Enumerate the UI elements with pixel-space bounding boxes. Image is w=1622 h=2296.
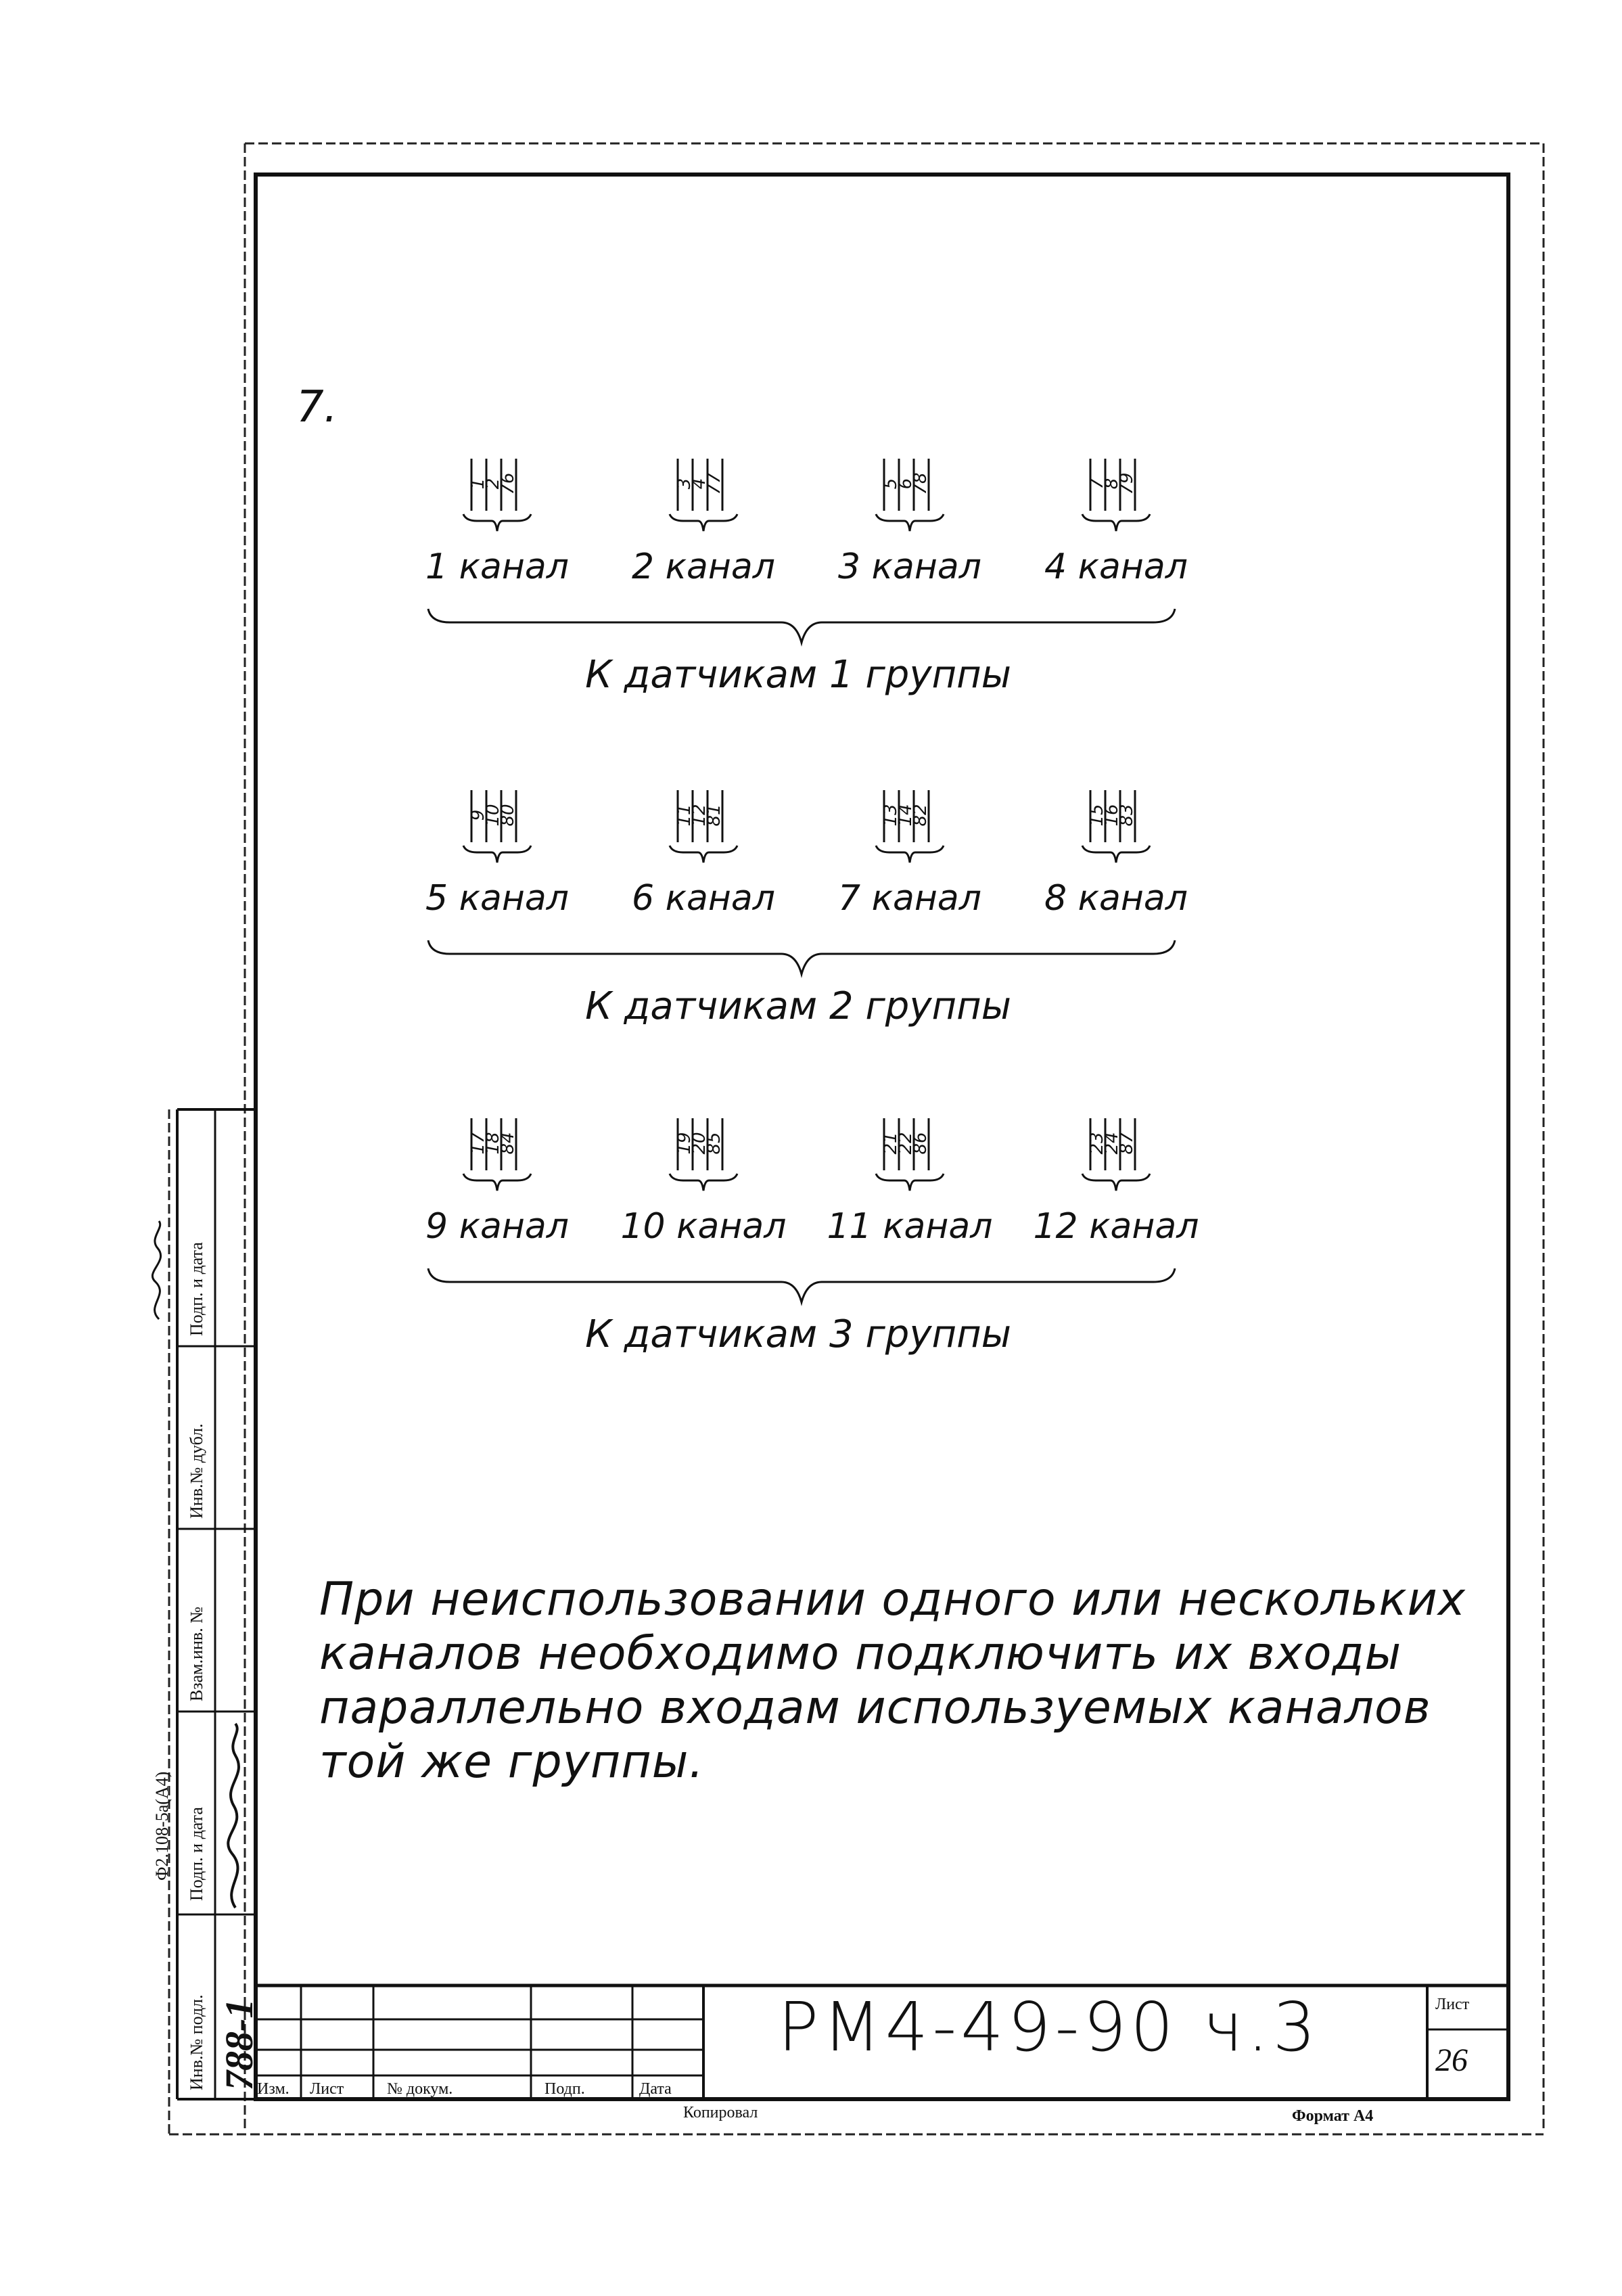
channel-label: 10 канал <box>620 1206 787 1247</box>
note-line-1: При неиспользовании одного или нескольких <box>319 1573 1466 1626</box>
signature-mark-2 <box>139 1218 179 1326</box>
group-brace <box>423 1262 1180 1309</box>
pin-number: 13 <box>881 804 901 827</box>
sheet-number: 26 <box>1435 2042 1468 2078</box>
pin-number: 14 <box>896 804 916 827</box>
side-label-inv-podl: Инв.№ подл. <box>187 1994 206 2090</box>
pin-number: 76 <box>498 472 518 495</box>
col-podp: Подп. <box>544 2080 585 2098</box>
pin-number: 16 <box>1102 804 1122 827</box>
side-label-vzam-inv: Взам.инв. № <box>187 1606 206 1701</box>
pin-number: 9 <box>468 809 488 821</box>
pin-number: 3 <box>674 478 695 490</box>
pin-number: 23 <box>1087 1132 1107 1155</box>
pin-number: 11 <box>674 804 695 827</box>
format-label: Формат А4 <box>1292 2107 1374 2125</box>
side-label-inv-dubl: Инв.№ дубл. <box>187 1423 206 1519</box>
pin-number: 8 <box>1102 478 1122 490</box>
channel-label: 11 канал <box>827 1206 993 1247</box>
col-nom-dokum: № докум. <box>387 2080 453 2098</box>
pin-number: 17 <box>468 1132 488 1155</box>
pin-number: 7 <box>1087 478 1107 490</box>
channel-label: 1 канал <box>425 547 569 587</box>
pin-number: 4 <box>689 478 710 490</box>
pin-number: 6 <box>896 478 916 490</box>
pin-number: 5 <box>881 478 901 490</box>
sheet-label: Лист <box>1435 1996 1470 2013</box>
pin-number: 81 <box>704 804 724 827</box>
pin-number: 12 <box>689 804 710 827</box>
inv-number-handwritten: 788-1 <box>217 1998 261 2090</box>
col-izm: Изм. <box>257 2080 289 2098</box>
pin-number: 21 <box>881 1132 901 1155</box>
pin-number: 87 <box>1117 1132 1137 1155</box>
group-caption: К датчикам 1 группы <box>585 653 1011 697</box>
channel-label: 6 канал <box>632 878 775 919</box>
pin-number: 2 <box>483 478 503 490</box>
pin-number: 78 <box>910 472 931 495</box>
pin-number: 77 <box>704 472 724 495</box>
pin-number: 1 <box>468 478 488 490</box>
group-caption: К датчикам 2 группы <box>585 984 1011 1028</box>
channel-label: 5 канал <box>425 878 569 919</box>
note-line-3: параллельно входам используемых каналов <box>319 1681 1431 1735</box>
group-brace <box>423 602 1180 649</box>
signature-mark <box>215 1718 256 1914</box>
pin-number: 22 <box>896 1132 916 1155</box>
channel-label: 12 канал <box>1033 1206 1199 1247</box>
note-line-4: той же группы. <box>319 1735 705 1789</box>
pin-number: 82 <box>910 804 931 827</box>
group-caption: К датчикам 3 группы <box>585 1312 1011 1356</box>
pin-number: 80 <box>498 804 518 827</box>
pin-number: 24 <box>1102 1132 1122 1155</box>
section-number: 7. <box>296 382 338 432</box>
channel-label: 3 канал <box>838 547 981 587</box>
pin-number: 85 <box>704 1132 724 1155</box>
form-code: Ф2.108-5а(А4) <box>152 1771 172 1881</box>
pin-number: 79 <box>1117 472 1137 495</box>
col-data: Дата <box>639 2080 672 2098</box>
copied-label: Копировал <box>683 2104 758 2121</box>
pin-number: 15 <box>1087 804 1107 827</box>
pin-number: 84 <box>498 1132 518 1155</box>
pin-number: 18 <box>483 1132 503 1155</box>
pin-number: 20 <box>689 1132 710 1155</box>
side-label-podp-data: Подп. и дата <box>187 1807 206 1901</box>
channel-label: 4 канал <box>1044 547 1188 587</box>
pin-number: 19 <box>674 1132 695 1155</box>
col-list: Лист <box>310 2080 344 2098</box>
pin-number: 10 <box>483 804 503 827</box>
side-label-podp-data-2: Подп. и дата <box>187 1242 206 1336</box>
pin-number: 86 <box>910 1132 931 1155</box>
channel-label: 9 канал <box>425 1206 569 1247</box>
channel-label: 2 канал <box>632 547 775 587</box>
group-brace <box>423 934 1180 981</box>
channel-label: 8 канал <box>1044 878 1188 919</box>
document-designation: РМ4-49-90 ч.3 <box>778 1988 1320 2067</box>
note-line-2: каналов необходимо подключить их входы <box>319 1627 1402 1680</box>
channel-label: 7 канал <box>838 878 981 919</box>
pin-number: 83 <box>1117 804 1137 827</box>
